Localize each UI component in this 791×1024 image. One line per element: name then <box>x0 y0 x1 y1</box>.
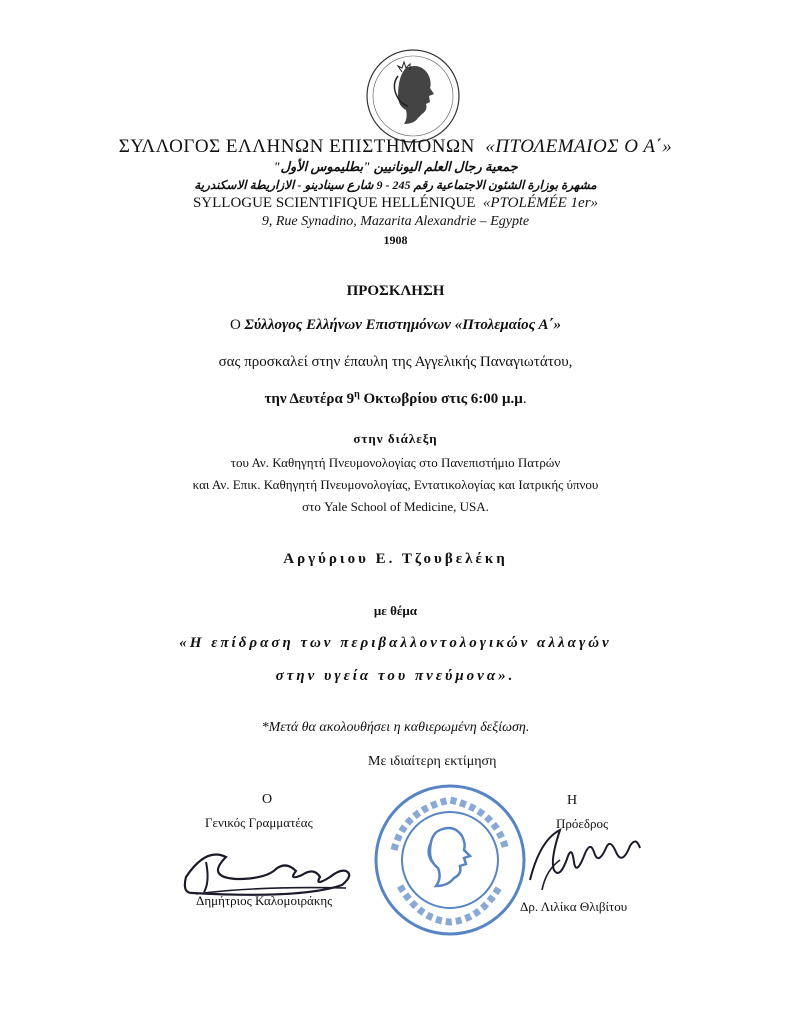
topic-line-1: «Η επίδραση των περιβαλλοντολογικών αλλαγών <box>179 635 612 651</box>
letterhead-address: 9, Rue Synadino, Mazarita Alexandrie – Egypte <box>261 214 530 229</box>
letterhead-greek-name: ΣΥΛΛΟΓΟΣ ΕΛΛΗΝΩΝ ΕΠΙΣΤΗΜΟΝΩΝ «ΠΤΟΛΕΜΑΙΟΣ Ο Α΄» <box>118 136 673 157</box>
letterhead-arabic-registration: مشهرة بوزارة الشئون الاجتماعية رقم 245 - 9 شارع سينادينو - الازاريطة الاسكندرية <box>194 178 597 192</box>
handwritten-signature-icon <box>176 832 366 902</box>
letterhead-french-name: SYLLOGUE SCIENTIFIQUE HELLÉNIQUE «PTOLÉMÉE 1er» <box>192 195 599 211</box>
ptolemy-medallion-icon <box>358 46 468 146</box>
secretary-article: Ο <box>262 792 273 807</box>
invitation-date: την Δευτέρα $9^\eta$ Οκτωβρίου στις 6:00 μ.μ. <box>264 389 527 407</box>
president-role: Πρόεδρος <box>556 816 609 831</box>
topic-label: με θέμα <box>373 603 418 618</box>
letterhead-year: 1908 <box>383 233 408 247</box>
letterhead-arabic-name: جمعية رجال العلم اليونانيين "بطليموس الأول" <box>273 159 518 174</box>
president-name: Δρ. Λιλίκα Θλιβίτου <box>520 899 628 914</box>
secretary-role: Γενικός Γραμματέας <box>205 815 313 830</box>
speaker-affiliation-3: στο Yale School of Medicine, USA. <box>302 499 489 514</box>
blue-association-stamp-icon <box>370 780 530 940</box>
speaker-affiliation-2: και Αν. Επικ. Καθηγητή Πνευμονολογίας, Εντατικολογίας και Ιατρικής ύπνου <box>192 477 599 492</box>
secretary-name: Δημήτριος Καλομοιράκης <box>196 893 333 908</box>
topic-line-2: στην υγεία του πνεύμονα». <box>275 668 516 684</box>
regards-closing: Με ιδιαίτερη εκτίμηση <box>368 754 497 769</box>
lecture-label: στην διάλεξη <box>353 431 438 446</box>
invitation-text: σας προσκαλεί στην έπαυλη της Αγγελικής Παναγιωτάτου, <box>218 354 573 370</box>
president-article: Η <box>567 793 578 808</box>
reception-note: *Μετά θα ακολουθήσει η καθιερωμένη δεξίωση. <box>261 720 530 735</box>
speaker-affiliation-1: του Αν. Καθηγητή Πνευμονολογίας στο Πανεπιστήμιο Πατρών <box>230 455 561 470</box>
invitation-title: ΠΡΟΣΚΛΗΣΗ <box>346 283 445 299</box>
speaker-name: Αργύριου Ε. Τζουβελέκη <box>283 551 508 567</box>
invitation-organization: Ο Σύλλογος Ελλήνων Επιστημόνων «Πτολεμαίος Α΄» <box>229 317 562 333</box>
handwritten-signature-icon <box>520 820 670 900</box>
